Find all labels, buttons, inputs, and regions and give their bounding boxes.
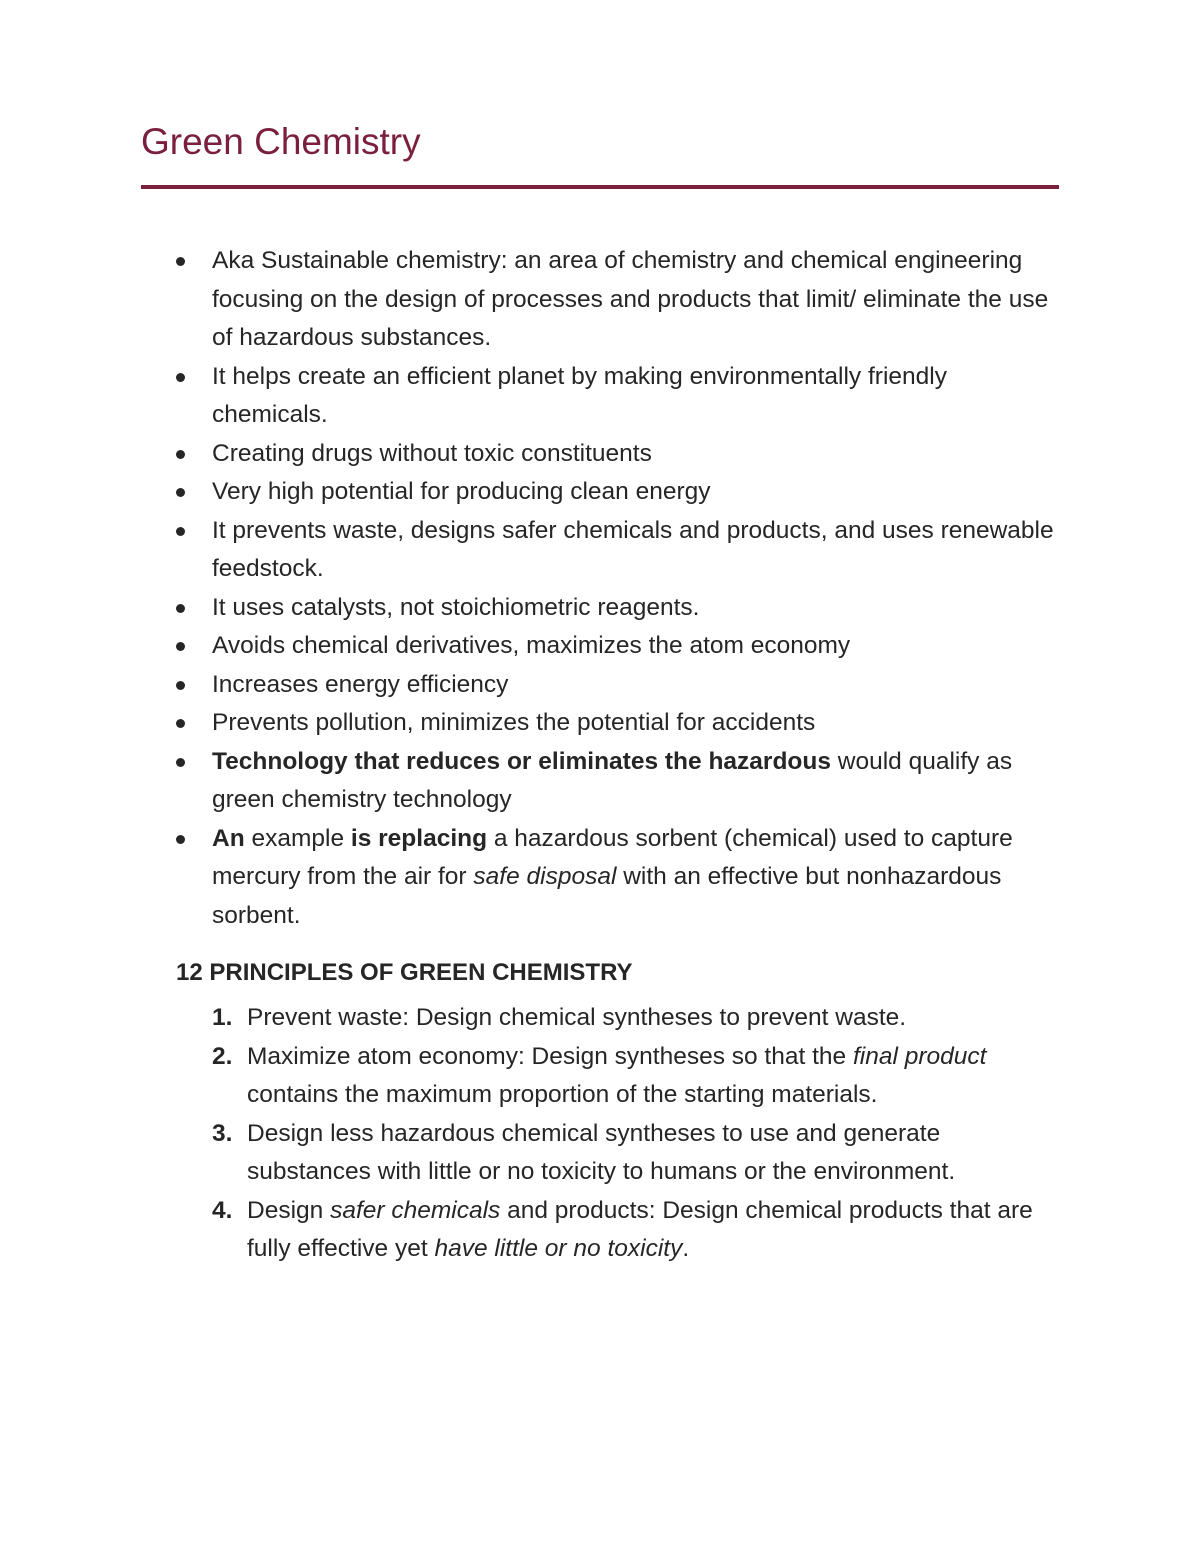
bold-text: Technology that reduces or eliminates the hazardous [212,747,831,775]
list-number: 3. [212,1119,233,1147]
list-number: 4. [212,1196,233,1224]
bullet-list [0,242,1200,935]
list-item-text: with an effective but nonhazardous sorbent. [212,863,1002,929]
principle-text: and products: Design chemical products that are fully effective yet [247,1196,1033,1262]
principle-item [0,1038,1067,1115]
bullet-icon [176,835,185,844]
italic-text: safe disposal [473,863,617,890]
principles-list [0,999,1200,1269]
list-item-text: would qualify as green chemistry technology [212,747,1013,813]
list-number: 1. [212,1004,233,1031]
principle-text: Design less hazardous chemical syntheses to use and generate substances with little or no toxicity to humans or the environment. [247,1119,956,1185]
bold-text: An [212,824,245,852]
list-item [0,627,1062,666]
list-item [0,512,1062,589]
italic-text: final product [852,1042,987,1070]
list-item [0,358,1062,435]
bullet-icon [176,681,185,690]
list-item [0,242,1062,358]
list-number: 2. [212,1042,233,1070]
list-item-text: It prevents waste, designs safer chemicals and products, and uses renewable feedstock. [212,516,1054,582]
bullet-icon [176,642,185,651]
list-item-text: Aka Sustainable chemistry: an area of chemistry and chemical engineering focusing on the design of processes and products that limit/ eliminate the use of hazardous substances. [212,247,1049,351]
page-title: Green Chemistry [141,121,421,162]
list-item [0,473,1062,512]
list-item-text: a hazardous sorbent (chemical) used to capture mercury from the air for [212,824,1013,890]
list-item [0,589,1062,628]
bullet-icon [176,719,185,728]
principle-text: Maximize atom economy: Design syntheses so that the [247,1042,853,1070]
title-divider [141,185,1059,189]
list-item [0,666,1062,705]
list-item-text: Creating drugs without toxic constituents [212,439,652,467]
list-item [0,743,1062,820]
bullet-icon [176,488,185,497]
list-item [0,704,1062,743]
section-heading: 12 PRINCIPLES OF GREEN CHEMISTRY [176,959,633,986]
italic-text: safer chemicals [330,1196,501,1224]
list-item-text: Avoids chemical derivatives, maximizes the atom economy [212,632,851,659]
list-item-text: It helps create an efficient planet by making environmentally friendly chemicals. [212,362,947,428]
principle-text: . [682,1235,690,1262]
list-item-text: Increases energy efficiency [212,670,509,698]
document-body [0,242,1200,1269]
principle-text: contains the maximum proportion of the starting materials. [247,1081,878,1108]
list-item-text: It uses catalysts, not stoichiometric reagents. [212,593,700,621]
italic-text: have little or no toxicity [434,1235,683,1262]
bullet-icon [176,450,185,459]
principle-item [0,999,1067,1038]
list-item [0,435,1062,474]
principle-text: Design [247,1196,331,1224]
list-item-text: Prevents pollution, minimizes the potential for accidents [212,709,816,736]
bullet-icon [176,257,185,266]
bullet-icon [176,604,185,613]
bold-text: is replacing [350,824,488,852]
principle-item [0,1192,1067,1269]
list-item-text: Very high potential for producing clean energy [212,478,711,505]
list-item [0,820,1062,936]
list-item-text: example [244,824,351,852]
bullet-icon [176,527,185,536]
bullet-icon [176,758,185,767]
principle-item [0,1115,1067,1192]
principle-text: Prevent waste: Design chemical syntheses to prevent waste. [247,1004,907,1031]
bullet-icon [176,373,185,382]
